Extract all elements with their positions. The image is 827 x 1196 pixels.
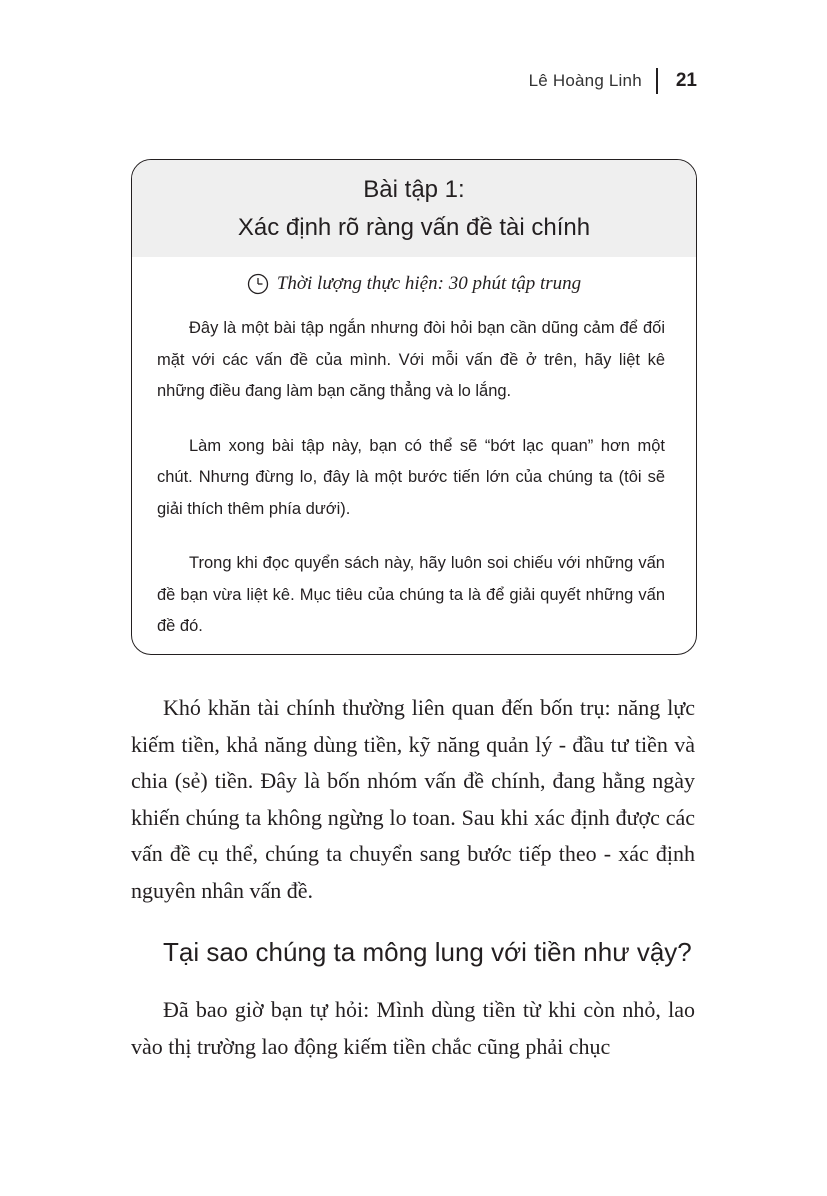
body-paragraph-1-block [131, 690, 695, 909]
exercise-title-line-1: Bài tập 1: [363, 176, 465, 203]
exercise-body [132, 295, 696, 643]
header-divider [656, 68, 658, 94]
author-name: Lê Hoàng Linh [528, 71, 642, 90]
running-header [529, 66, 697, 96]
exercise-paragraph: Làm xong bài tập này, bạn có thể sẽ “bớt lạc quan” hơn một chút. Nhưng đừng lo, đây là một bước tiến lớn của chúng ta (tôi sẽ giải thích thêm phía dưới). [157, 436, 665, 518]
exercise-box [131, 159, 697, 655]
exercise-paragraph: Đây là một bài tập ngắn nhưng đòi hỏi bạn cần dũng cảm để đối mặt với các vấn đề của mình. Với mỗi vấn đề ở trên, hãy liệt kê những điều đang làm bạn căng thẳng và lo lắng. [157, 319, 665, 400]
body-paragraph: Khó khăn tài chính thường liên quan đến bốn trụ: năng lực kiếm tiền, khả năng dùng tiền, kỹ năng quản lý - đầu tư tiền và chia (sẻ) tiền. Đây là bốn nhóm vấn đề chính, đang hằng ngày khiến chúng ta không ngừng lo toan. Sau khi xác định được các vấn đề cụ thể, chúng ta chuyển sang bước tiếp theo - xác định nguyên nhân vấn đề. [131, 695, 695, 903]
exercise-duration [132, 273, 696, 295]
duration-text: Thời lượng thực hiện: 30 phút tập trung [276, 273, 582, 294]
section-heading: Tại sao chúng ta mông lung với tiền như vậy? [163, 937, 692, 967]
page-number: 21 [675, 70, 697, 91]
body-paragraph: Đã bao giờ bạn tự hỏi: Mình dùng tiền từ khi còn nhỏ, lao vào thị trường lao động kiếm tiền chắc cũng phải chục [131, 997, 695, 1059]
exercise-paragraph: Trong khi đọc quyển sách này, hãy luôn soi chiếu với những vấn đề bạn vừa liệt kê. Mục tiêu của chúng ta là để giải quyết những vấn đề đó. [157, 554, 665, 635]
clock-icon [247, 273, 269, 295]
exercise-title [132, 160, 696, 257]
exercise-title-line-2: Xác định rõ ràng vấn đề tài chính [237, 214, 591, 241]
body-paragraph-2-block [131, 992, 695, 1065]
